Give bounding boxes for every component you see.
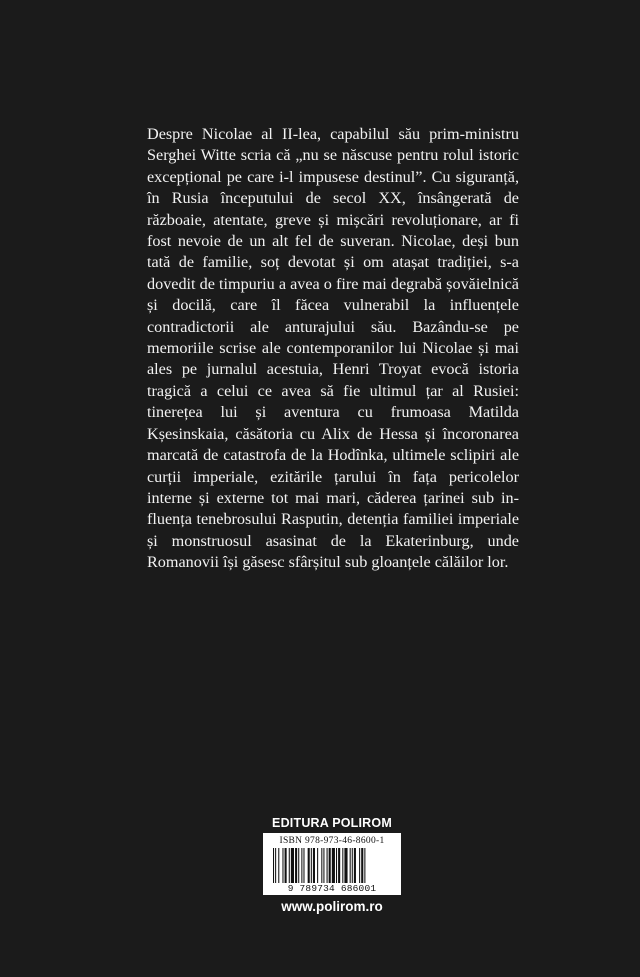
book-description: Despre Nicolae al II-lea, capabilul său prim-ministru Serghei Witte scria că „nu se născuse pentru rolul istoric excepțional pe care i-l impusese destinul”. Cu siguranță, în Rusia începutului de secol XX, însângerată de războaie, atentate, greve și mișcări revoluționare, ar fi fost nevoie de un alt fel de suveran. Nicolae, deși bun tată de familie, soț devotat și om atașat tradiției, s-a dovedit de timpuriu a avea o fire mai degrabă șovăielnică și docilă, care îl făcea vulnerabil la influențele contradictorii ale anturajului său. Bazându-se pe memoriile scrise ale contemporanilor lui Nicolae și mai ales pe jurnalul acestuia, Henri Troyat evocă istoria tragică a celui ce avea să fie ultimul țar al Rusiei: tinerețea lui și aventura cu frumoasa Matilda Kșesinskaia, căsătoria cu Alix de Hessa și încoronarea marcată de catastrofa de la Hodînka, ultimele sclipiri ale curții imperiale, ezitările țarului în fața pericolelor interne și externe tot mai mari, căderea țarinei sub influența tenebrosului Rasputin, detenția familiei imperiale și monstruosul asasinat de la Ekaterinburg, unde Romanovii își găsesc sfârșitul sub gloanțele călăilor lor. xyxy=(147,125,519,572)
publisher-name: EDITURA POLIROM xyxy=(272,816,392,830)
barcode-bars xyxy=(273,848,397,883)
barcode-digits: 9 789734 686001 xyxy=(287,883,377,894)
publisher-website: www.polirom.ro xyxy=(281,899,383,914)
isbn-barcode xyxy=(263,833,401,895)
isbn-number: ISBN 978-973-46-8600-1 xyxy=(279,836,385,846)
